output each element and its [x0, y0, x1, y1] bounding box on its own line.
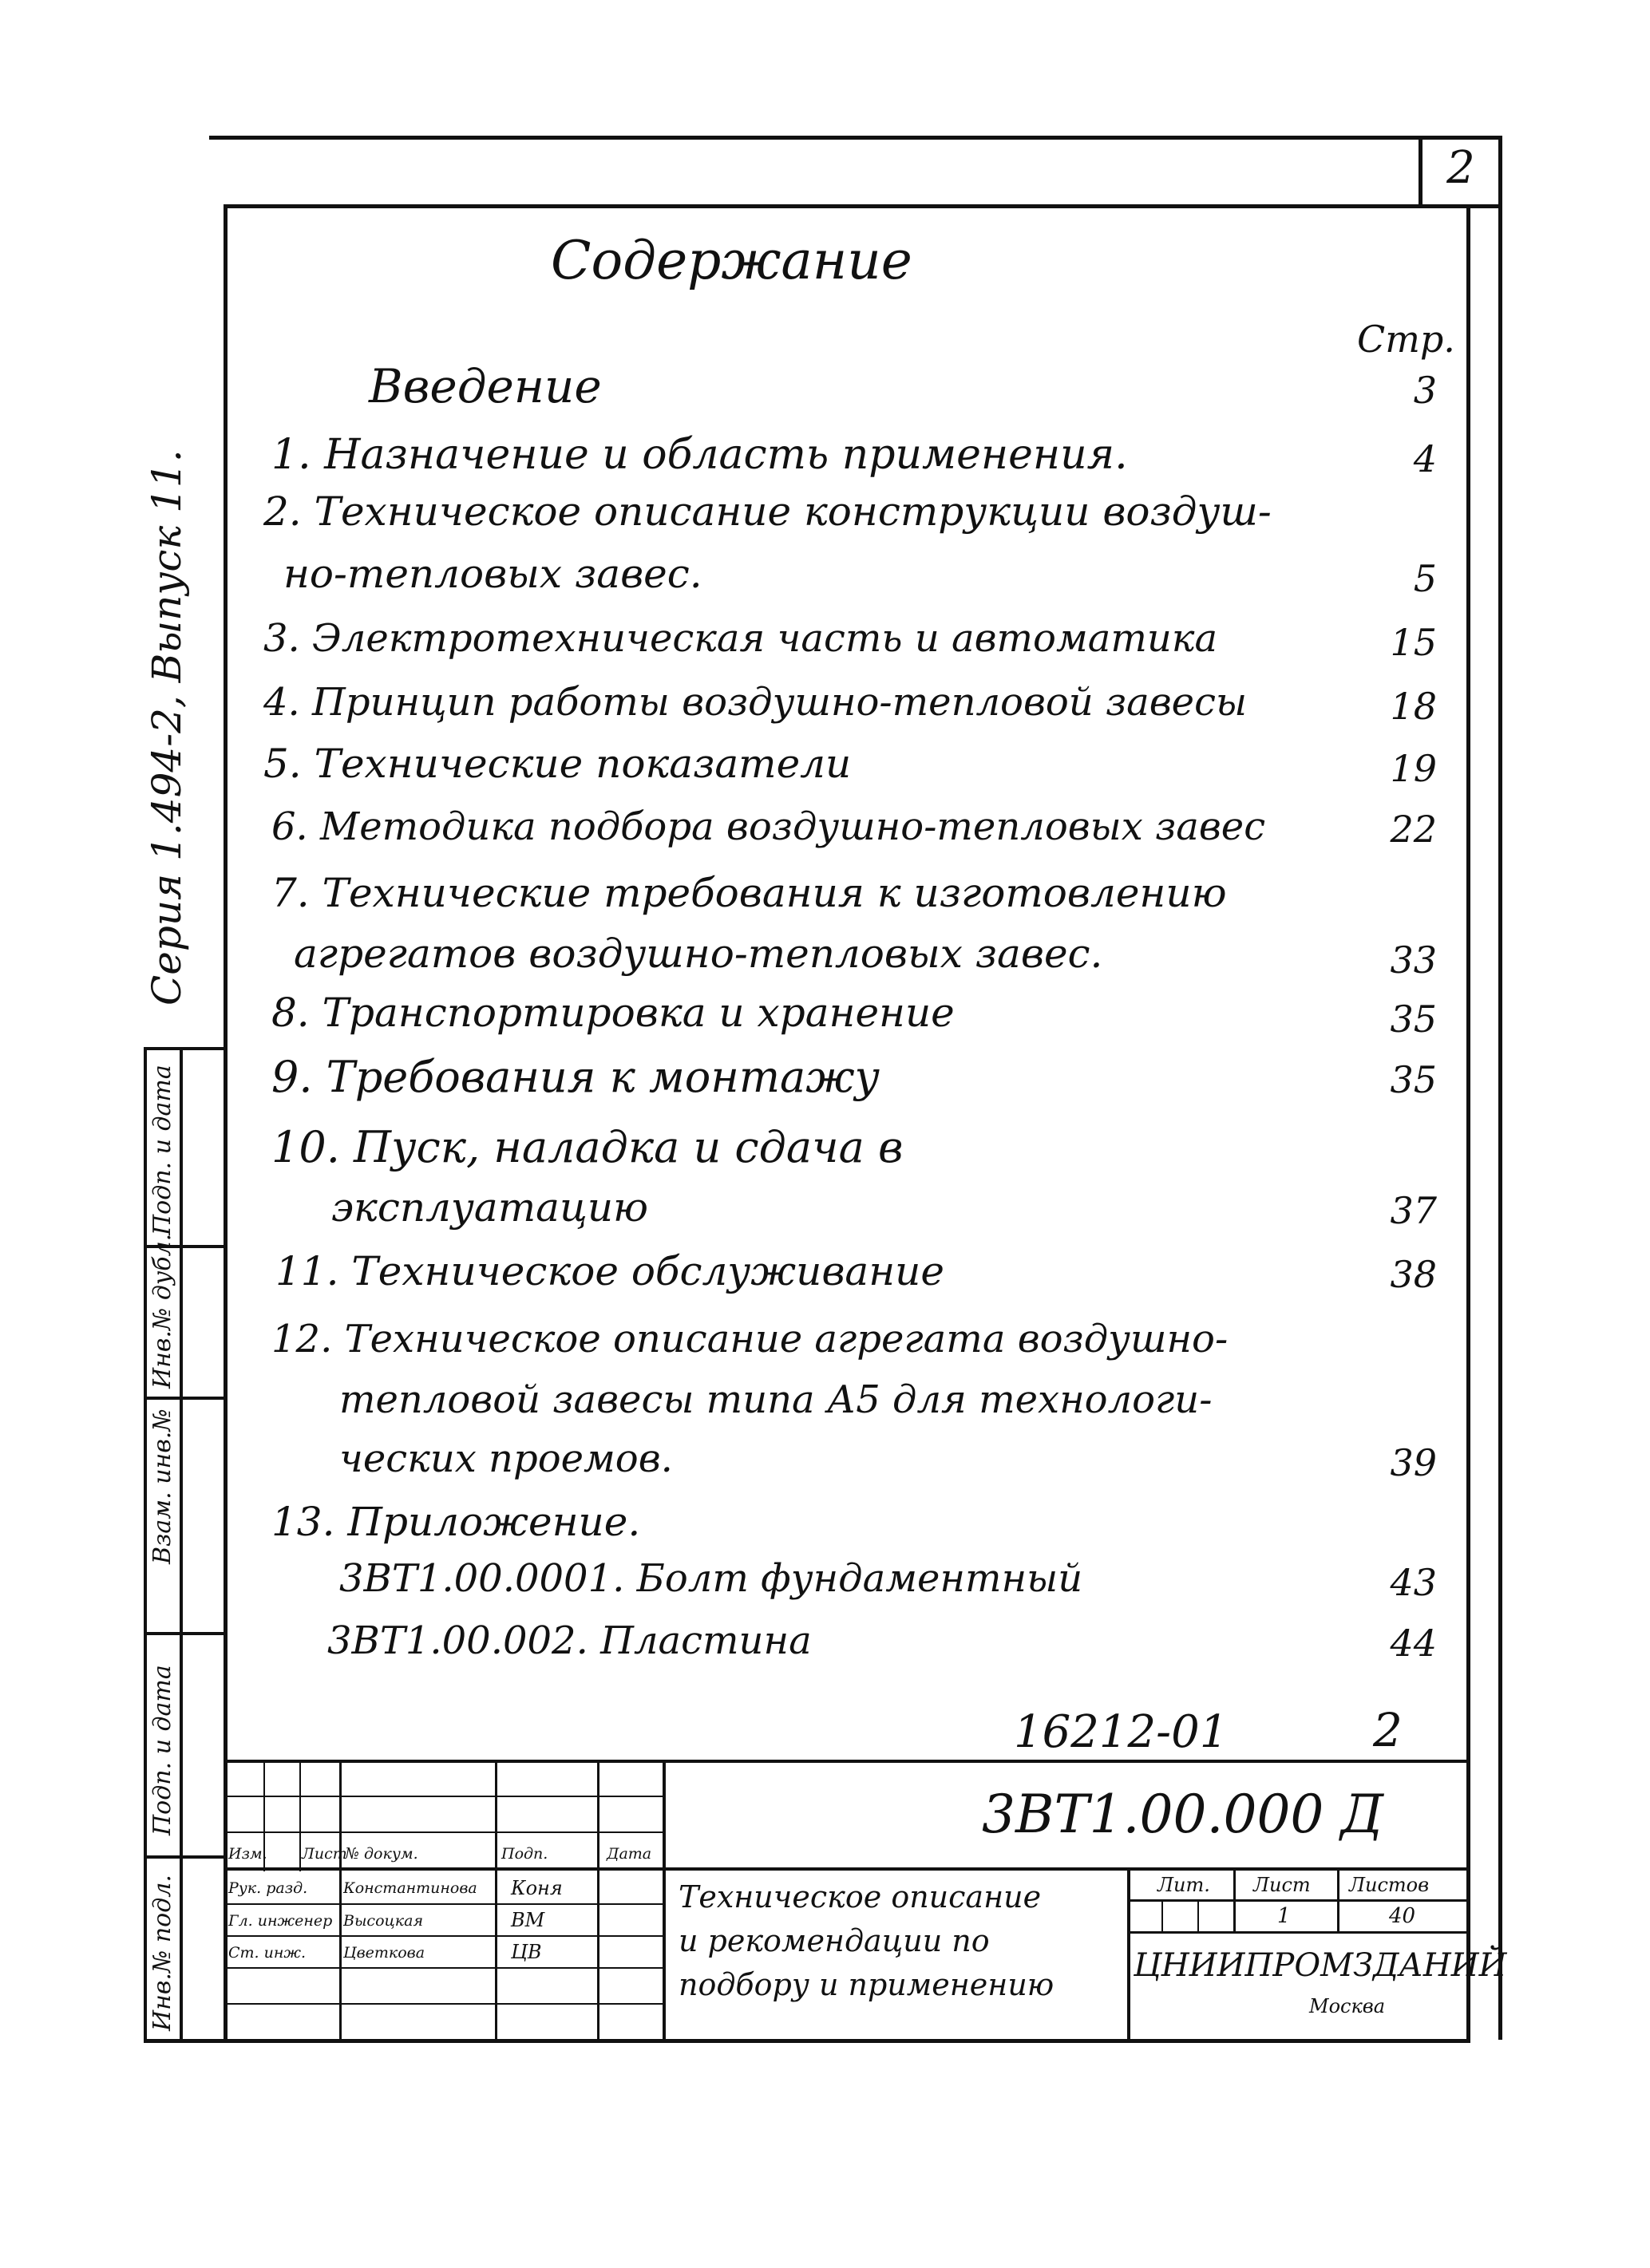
toc-item-5: 5. Технические показатели — [263, 741, 852, 787]
tb-role-1: Рук. разд. — [228, 1879, 308, 1897]
toc-item-12-line-2: тепловой завесы типа А5 для технологи- — [339, 1377, 1213, 1422]
frame-inner-top-line — [225, 204, 1502, 208]
tb-grid-v3 — [339, 1760, 342, 2041]
tb-doc-title-line-1: Техническое описание — [679, 1879, 1042, 1914]
tb-header-izm: Изм. — [228, 1845, 267, 1863]
tb-right-v2 — [1337, 1867, 1339, 1933]
toc-item-13: 13. Приложение. — [271, 1499, 641, 1545]
order-sheet-number: 2 — [1373, 1703, 1403, 1757]
toc-item-2-line-2: но-тепловых завес. — [283, 551, 702, 597]
toc-page-11: 38 — [1390, 1253, 1437, 1296]
tb-sign-1: Коня — [511, 1877, 563, 1899]
tb-grid-v5 — [597, 1760, 599, 2041]
toc-page-5: 19 — [1390, 747, 1437, 790]
page-column-header: Стр. — [1357, 318, 1455, 361]
tb-header-doc: № докум. — [345, 1845, 418, 1863]
sheet-number-box-left — [1419, 136, 1422, 206]
toc-item-13-sub-1: 3ВТ1.00.0001. Болт фундаментный — [339, 1556, 1083, 1601]
tb-name-1: Константинова — [343, 1879, 477, 1897]
tb-grid-v2 — [299, 1760, 301, 1871]
tb-city: Москва — [1309, 1995, 1386, 2017]
order-number: 16212-01 — [1014, 1706, 1229, 1758]
tb-role-3: Ст. инж. — [228, 1944, 307, 1962]
toc-item-12-line-3: ческих проемов. — [339, 1436, 673, 1481]
side-stamp-vzam-inv: Взам. инв.№ — [148, 1409, 176, 1564]
toc-page-9: 35 — [1390, 1058, 1437, 1101]
toc-page-13-sub-2: 44 — [1390, 1622, 1437, 1665]
toc-item-1: 1. Назначение и область применения. — [271, 431, 1128, 479]
tb-right-v1 — [1233, 1867, 1236, 1933]
toc-item-9: 9. Требования к монтажу — [271, 1052, 880, 1102]
side-stamp-divider-3 — [144, 1632, 225, 1635]
tb-header-list: Лист — [302, 1845, 347, 1863]
toc-item-10-line-2: эксплуатацию — [331, 1184, 649, 1231]
page-title: Содержание — [551, 230, 912, 291]
side-stamp-inv-dubl: Инв.№ дубл. — [148, 1233, 176, 1389]
tb-doc-title-line-3: подбору и применению — [679, 1967, 1054, 2002]
toc-page-7: 33 — [1390, 938, 1437, 982]
toc-page-6: 22 — [1390, 808, 1437, 851]
tb-header-podp: Подп. — [501, 1845, 548, 1863]
toc-page-10: 37 — [1390, 1189, 1437, 1232]
toc-item-2-line-1: 2. Техническое описание конструкции воздуш- — [263, 488, 1272, 535]
tb-list-value: 1 — [1277, 1904, 1291, 1928]
toc-item-7-line-2: агрегатов воздушно-тепловых завес. — [294, 931, 1103, 977]
tb-grid-v6 — [663, 1760, 666, 2041]
tb-header-data: Дата — [607, 1845, 652, 1863]
tb-designation: 3ВТ1.00.000 Д — [982, 1784, 1384, 1845]
tb-grid-v4 — [495, 1760, 497, 2041]
side-stamp-podp-data-2: Подп. и дата — [148, 1665, 176, 1835]
tb-name-3: Цветкова — [343, 1944, 425, 1962]
tb-mid-line — [225, 1867, 1469, 1871]
tb-right-v4 — [1197, 1899, 1199, 1931]
toc-page-13-sub-1: 43 — [1390, 1561, 1437, 1604]
tb-name-2: Высоцкая — [343, 1912, 424, 1930]
toc-item-intro: Введение — [369, 359, 602, 413]
toc-page-8: 35 — [1390, 998, 1437, 1041]
toc-item-10-line-1: 10. Пуск, наладка и сдача в — [271, 1122, 904, 1172]
side-stamp-top-line — [144, 1047, 225, 1050]
tb-listov-label: Листов — [1349, 1874, 1430, 1896]
frame-outer-right-line — [1498, 136, 1502, 2040]
tb-list-label: Лист — [1253, 1874, 1311, 1896]
frame-top-line — [209, 136, 1502, 140]
frame-left-line — [224, 204, 228, 2040]
frame-bottom-line — [144, 2039, 1470, 2043]
tb-listov-value: 40 — [1389, 1904, 1416, 1928]
frame-right-line — [1466, 204, 1470, 2040]
tb-lit-label: Лит. — [1157, 1874, 1210, 1896]
side-stamp-divider-4 — [144, 1855, 225, 1859]
tb-top-line — [225, 1760, 1469, 1763]
tb-right-h1 — [1127, 1899, 1469, 1902]
side-stamp-outer-line — [144, 1047, 147, 2041]
tb-right-divider-v — [1127, 1867, 1130, 2041]
toc-item-12-line-1: 12. Техническое описание агрегата воздушно- — [271, 1317, 1229, 1361]
tb-sign-2: ВМ — [511, 1909, 545, 1931]
sheet-number: 2 — [1446, 142, 1475, 194]
toc-item-7-line-1: 7. Технические требования к изготовлению — [271, 870, 1227, 916]
toc-page-12: 39 — [1390, 1441, 1437, 1484]
toc-page-2: 5 — [1413, 557, 1437, 600]
side-stamp-divider-2 — [144, 1397, 225, 1400]
tb-right-h2 — [1127, 1931, 1469, 1934]
tb-doc-title-line-2: и рекомендации по — [679, 1923, 990, 1958]
toc-item-4: 4. Принцип работы воздушно-тепловой завесы — [263, 680, 1248, 725]
tb-role-2: Гл. инженер — [228, 1912, 333, 1930]
toc-item-6: 6. Методика подбора воздушно-тепловых завес — [271, 804, 1266, 849]
toc-page-4: 18 — [1390, 685, 1437, 728]
toc-item-8: 8. Транспортировка и хранение — [271, 990, 955, 1036]
toc-item-13-sub-2: 3ВТ1.00.002. Пластина — [327, 1618, 812, 1663]
toc-item-3: 3. Электротехническая часть и автоматика — [263, 616, 1218, 661]
side-stamp-podp-data-1: Подп. и дата — [148, 1065, 176, 1235]
toc-page-1: 4 — [1413, 437, 1437, 480]
tb-sign-3: ЦВ — [511, 1941, 542, 1963]
tb-right-v3 — [1161, 1899, 1163, 1931]
series-label: Серия 1.494-2, Выпуск 11. — [144, 449, 190, 1006]
toc-page-intro: 3 — [1413, 369, 1437, 412]
side-stamp-inner-line — [180, 1047, 183, 2041]
tb-organization: ЦНИИПРОМЗДАНИЙ — [1134, 1947, 1507, 1984]
side-stamp-inv-podl: Инв.№ подл. — [148, 1875, 176, 2031]
toc-page-3: 15 — [1390, 621, 1437, 664]
toc-item-11: 11. Техническое обслуживание — [275, 1248, 944, 1294]
